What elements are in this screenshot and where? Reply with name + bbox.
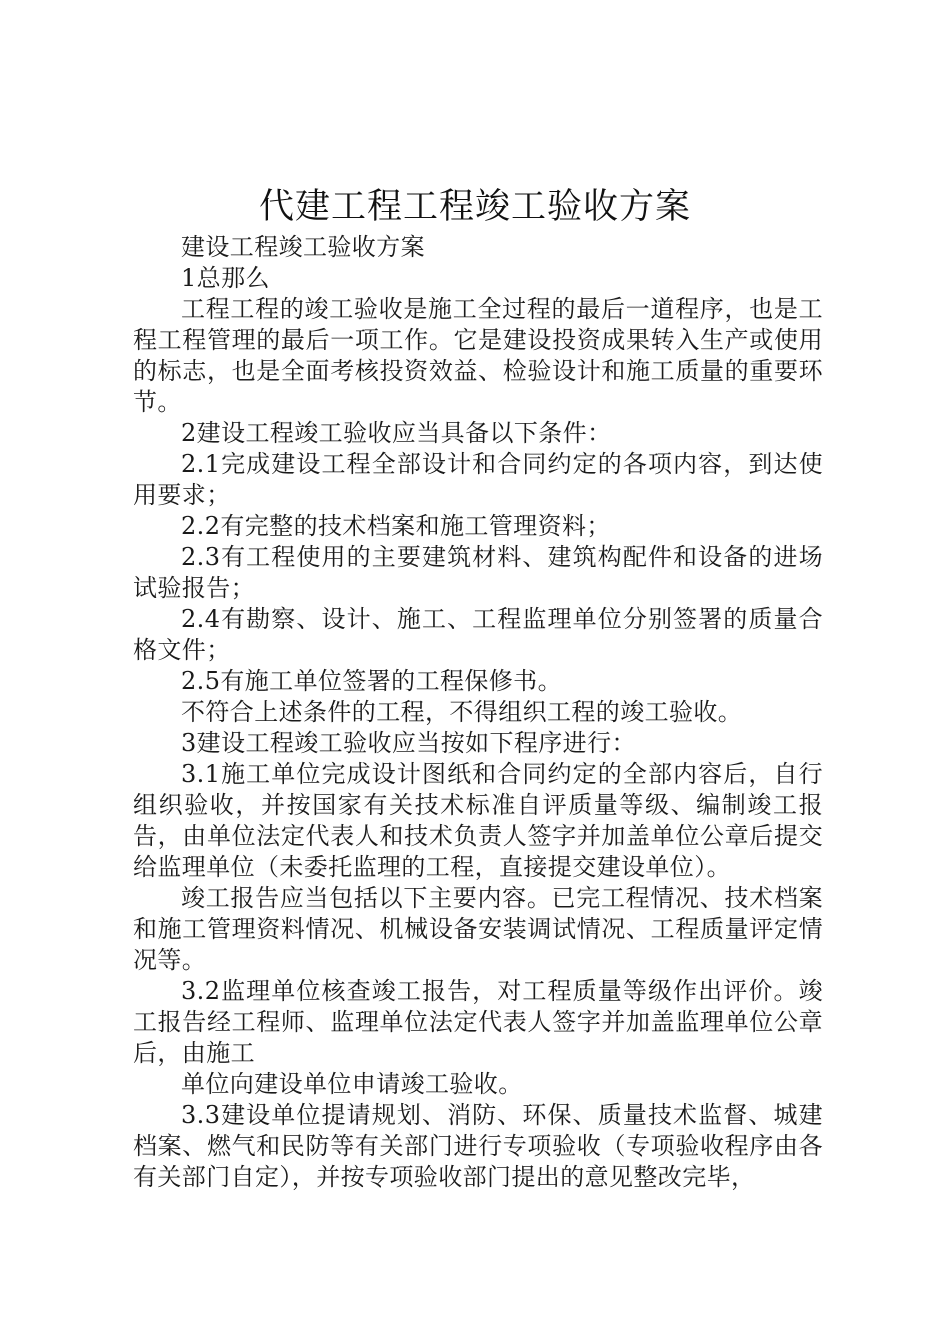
paragraph-item-3-2: 3.2监理单位核查竣工报告，对工程质量等级作出评价。竣工报告经工程师、监理单位法定代表人签字并加盖监理单位公章后，由施工	[133, 977, 823, 1067]
paragraph-section-1-heading: 1总那么	[181, 264, 270, 292]
paragraph-item-3-2-continued: 单位向建设单位申请竣工验收。	[181, 1070, 523, 1098]
document-title: 代建工程工程竣工验收方案	[258, 187, 691, 227]
paragraph-item-2-5: 2.5有施工单位签署的工程保修书。	[181, 667, 562, 695]
paragraph-condition-note: 不符合上述条件的工程，不得组织工程的竣工验收。	[181, 698, 743, 726]
paragraph-item-2-2: 2.2有完整的技术档案和施工管理资料；	[181, 512, 611, 540]
document-body	[133, 232, 823, 1193]
paragraph-item-3-1: 3.1施工单位完成设计图纸和合同约定的全部内容后，自行组织验收，并按国家有关技术标准自评质量等级、编制竣工报告，由单位法定代表人和技术负责人签字并加盖单位公章后提交给监理单位（未委托监理的工程，直接提交建设单位）。	[133, 760, 823, 881]
paragraph-item-2-3: 2.3有工程使用的主要建筑材料、建筑构配件和设备的进场试验报告；	[133, 543, 823, 602]
paragraph-subtitle: 建设工程竣工验收方案	[181, 233, 425, 261]
paragraph-section-3-heading: 3建设工程竣工验收应当按如下程序进行：	[181, 729, 636, 757]
paragraph-item-2-4: 2.4有勘察、设计、施工、工程监理单位分别签署的质量合格文件；	[133, 605, 823, 664]
paragraph-section-1-body: 工程工程的竣工验收是施工全过程的最后一道程序，也是工程工程管理的最后一项工作。它是建设投资成果转入生产或使用的标志，也是全面考核投资效益、检验设计和施工质量的重要环节。	[133, 295, 823, 416]
paragraph-item-3-3: 3.3建设单位提请规划、消防、环保、质量技术监督、城建档案、燃气和民防等有关部门进行专项验收（专项验收程序由各有关部门自定），并按专项验收部门提出的意见整改完毕，	[133, 1101, 823, 1191]
paragraph-report-contents: 竣工报告应当包括以下主要内容。已完工程情况、技术档案和施工管理资料情况、机械设备安装调试情况、工程质量评定情况等。	[133, 884, 823, 974]
paragraph-section-2-heading: 2建设工程竣工验收应当具备以下条件：	[181, 419, 612, 447]
paragraph-item-2-1: 2.1完成建设工程全部设计和合同约定的各项内容，到达使用要求；	[133, 450, 823, 509]
